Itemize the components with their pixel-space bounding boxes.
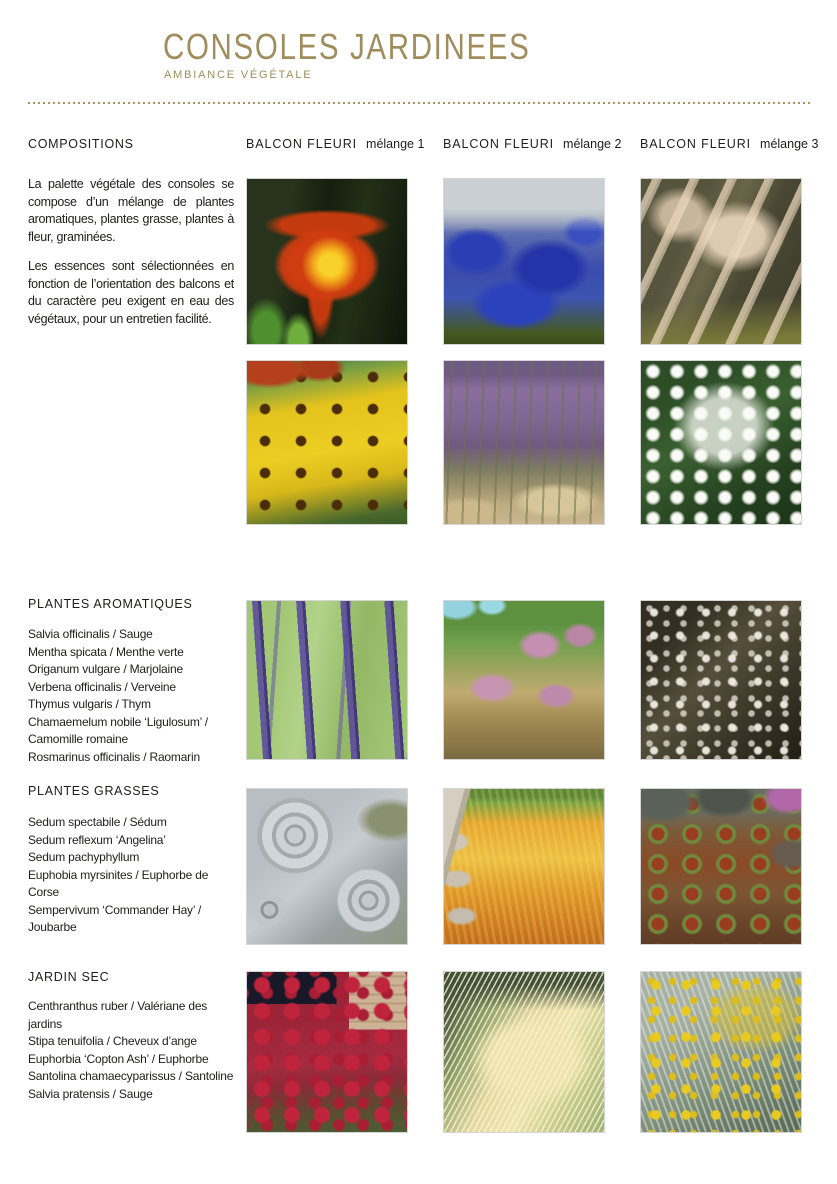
plant-item: Salvia officinalis / Sauge <box>28 627 153 641</box>
photo-sedum-angelina <box>443 788 605 945</box>
melange-number: mélange 1 <box>366 137 425 151</box>
melange-number: mélange 2 <box>563 137 622 151</box>
photo-prairie-origan <box>443 600 605 760</box>
plant-item: Sedum pachyphyllum <box>28 850 140 864</box>
plant-item: Sempervivum ‘Commander Hay’ / Joubarbe <box>28 902 202 934</box>
photo-joubarbe-sempervivum <box>640 788 802 945</box>
column-header-melange-2 <box>443 137 621 151</box>
photo-sauge-officinale <box>246 600 408 760</box>
plant-item: Stipa tenuifolia / Cheveux d’ange <box>28 1034 197 1048</box>
photo-achillee-blanche <box>640 360 802 525</box>
photo-pennisetum-graminee <box>640 178 802 345</box>
dotted-divider <box>28 102 810 104</box>
compositions-paragraph: La palette végétale des consoles se compose d’un mélange de plantes aromatiques, plantes grasse, plantes à fleur, graminées. <box>28 177 234 244</box>
photo-stipa-cheveux-ange <box>443 971 605 1133</box>
photo-santoline-jaune <box>640 971 802 1133</box>
plant-item: Euphobia myrsinites / Euphorbe de Corse <box>28 867 209 899</box>
compositions-heading: COMPOSITIONS <box>28 137 134 151</box>
photo-fleurs-thym <box>640 600 802 760</box>
plant-item: Rosmarinus officinalis / Raomarin <box>28 749 200 764</box>
plant-item: Mentha spicata / Menthe verte <box>28 644 184 659</box>
page-subtitle: AMBIANCE VÉGÉTALE <box>164 69 313 81</box>
column-header-melange-3 <box>640 137 818 151</box>
page-title: CONSOLES JARDINEES <box>163 26 531 67</box>
plant-list-aromatiques <box>28 626 234 766</box>
plant-item: Euphorbia ‘Copton Ash’ / Euphorbe <box>28 1051 209 1066</box>
plant-list-jardin-sec <box>28 998 234 1103</box>
photo-euphorbe-myrsinites <box>246 788 408 945</box>
balcon-fleuri-label: BALCON FLEURI <box>246 137 358 151</box>
plant-list-grasses <box>28 814 234 937</box>
balcon-fleuri-label: BALCON FLEURI <box>443 137 555 151</box>
balcon-fleuri-label: BALCON FLEURI <box>640 137 752 151</box>
column-header-melange-1 <box>246 137 424 151</box>
plant-item: Santolina chamaecyparissus / Santoline <box>28 1069 234 1083</box>
plant-item: Verbena officinalis / Verveine <box>28 679 176 694</box>
photo-valeriane-rouge <box>246 971 408 1133</box>
plant-item: Salvia pratensis / Sauge <box>28 1086 153 1101</box>
plant-item: Sedum reflexum ‘Angelina’ <box>28 832 166 847</box>
photo-delphinium-bleu <box>443 178 605 345</box>
photo-hemerocallis-rouge <box>246 178 408 345</box>
photo-rudbeckia-jaune <box>246 360 408 525</box>
section-heading-plantes-grasses: PLANTES GRASSES <box>28 784 160 798</box>
compositions-paragraph: Les essences sont sélectionnées en fonction de l’orientation des balcons et du caractère peu exigent en eau des végétaux, pour un entretien facilité. <box>28 259 234 326</box>
melange-number: mélange 3 <box>760 137 819 151</box>
plant-item: Origanum vulgare / Marjolaine <box>28 662 183 676</box>
plant-item: Thymus vulgaris / Thym <box>28 697 151 711</box>
section-heading-jardin-sec: JARDIN SEC <box>28 970 110 984</box>
plant-item: Centhranthus ruber / Valériane des jardins <box>28 999 208 1031</box>
plant-item: Sedum spectabile / Sédum <box>28 815 167 829</box>
plant-item: Chamaemelum nobile ‘Ligulosum’ / Camomille romaine <box>28 714 208 746</box>
photo-champ-lavande <box>443 360 605 525</box>
section-heading-plantes-aromatiques: PLANTES AROMATIQUES <box>28 597 193 611</box>
